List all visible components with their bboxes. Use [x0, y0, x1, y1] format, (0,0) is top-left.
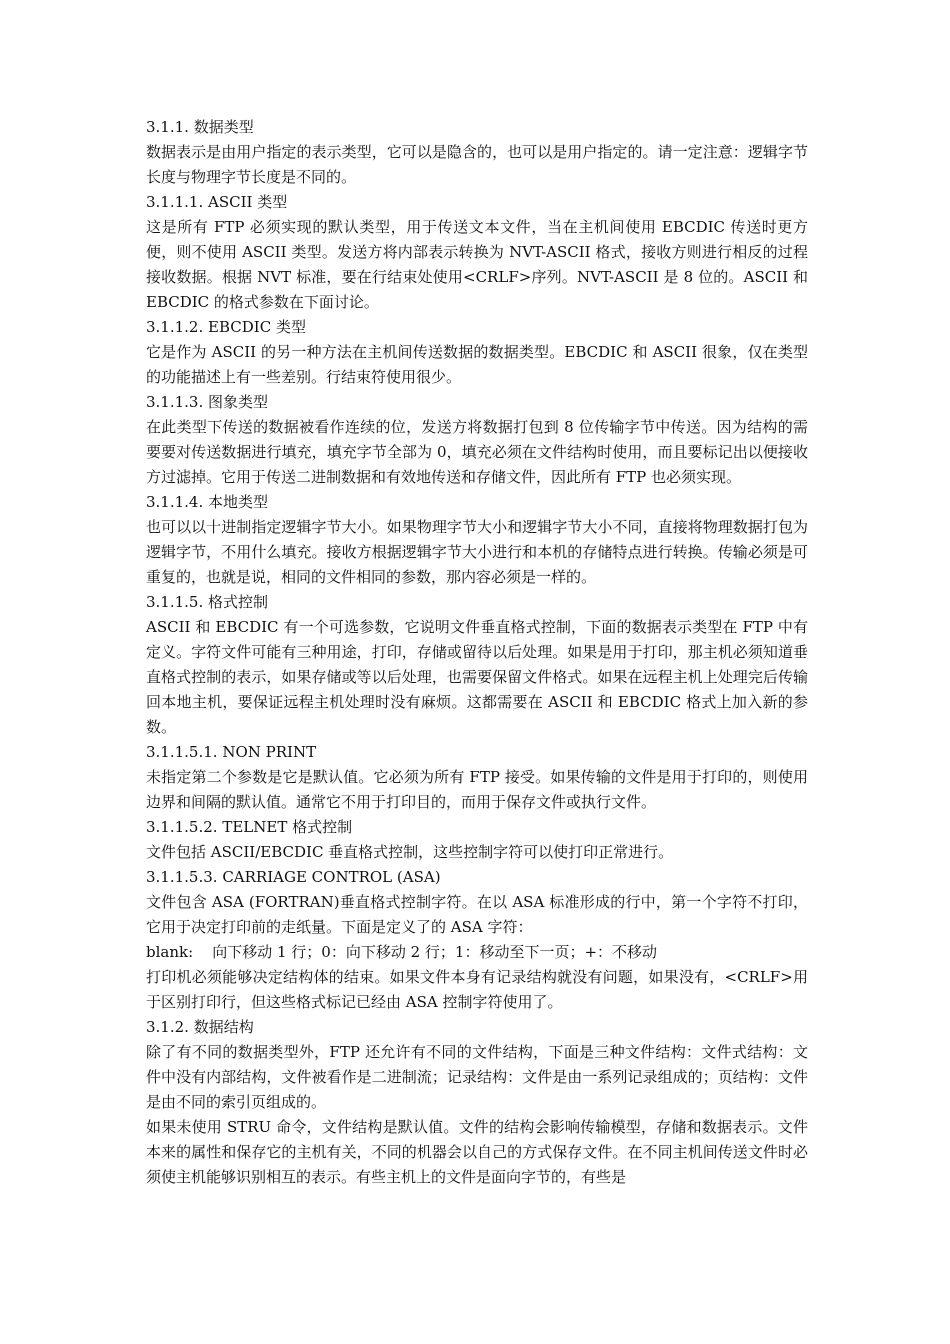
- paragraph: 打印机必须能够决定结构体的结束。如果文件本身有记录结构就没有问题，如果没有，<CRLF>用于区别打印行，但这些格式标记已经由 ASA 控制字符使用了。: [146, 968, 808, 1011]
- paragraph: 也可以以十进制指定逻辑字节大小。如果物理字节大小和逻辑字节大小不同，直接将物理数据打包为逻辑字节，不用什么填充。接收方根据逻辑字节大小进行和本机的存储特点进行转换。传输必须是可重复的，也就是说，相同的文件相同的参数，那内容必须是一样的。: [146, 518, 808, 586]
- paragraph: 在此类型下传送的数据被看作连续的位，发送方将数据打包到 8 位传输字节中传送。因为结构的需要要对传送数据进行填充，填充字节全部为 0，填充必须在文件结构时使用，而且要标记出以便接收方过滤掉。它用于传送二进制数据和有效地传送和存储文件，因此所有 FTP 也必须实现。: [146, 418, 808, 486]
- section-heading: 3.1.1.5.1. NON PRINT: [146, 743, 317, 761]
- section-heading: 3.1.1. 数据类型: [146, 118, 254, 136]
- section-heading: 3.1.1.5.3. CARRIAGE CONTROL (ASA): [146, 868, 441, 886]
- section-heading: 3.1.2. 数据结构: [146, 1018, 254, 1036]
- paragraph: 文件包含 ASA (FORTRAN)垂直格式控制字符。在以 ASA 标准形成的行中，第一个字符不打印，它用于决定打印前的走纸量。下面是定义了的 ASA 字符：: [146, 893, 808, 936]
- paragraph: 这是所有 FTP 必须实现的默认类型，用于传送文本文件，当在主机间使用 EBCDIC 传送时更方便，则不使用 ASCII 类型。发送方将内部表示转换为 NVT-ASCII 格式，接收方则进行相反的过程接收数据。根据 NVT 标准，要在行结束处使用<CRLF>序列。NVT-ASCII 是 8 位的。ASCII 和 EBCDIC 的格式参数在下面讨论。: [146, 218, 808, 311]
- paragraph: ASCII 和 EBCDIC 有一个可选参数，它说明文件垂直格式控制，下面的数据表示类型在 FTP 中有定义。字符文件可能有三种用途，打印，存储或留待以后处理。如果是用于打印，那主机必须知道垂直格式控制的表示，如果存储或等以后处理，也需要保留文件格式。如果在远程主机上处理完后传输回本地主机，要保证远程主机处理时没有麻烦。这都需要在 ASCII 和 EBCDIC 格式上加入新的参数。: [146, 618, 808, 736]
- section-heading: 3.1.1.2. EBCDIC 类型: [146, 318, 306, 336]
- paragraph: 除了有不同的数据类型外，FTP 还允许有不同的文件结构，下面是三种文件结构：文件式结构：文件中没有内部结构，文件被看作是二进制流；记录结构：文件是由一系列记录组成的；页结构：文件是由不同的索引页组成的。: [146, 1043, 808, 1111]
- paragraph: 未指定第二个参数是它是默认值。它必须为所有 FTP 接受。如果传输的文件是用于打印的，则使用边界和间隔的默认值。通常它不用于打印目的，而用于保存文件或执行文件。: [146, 768, 808, 811]
- section-heading: 3.1.1.1. ASCII 类型: [146, 193, 288, 211]
- asa-char-list: blank: 向下移动 1 行；0：向下移动 2 行；1：移动至下一页；+：不移动: [146, 943, 658, 961]
- paragraph: 如果未使用 STRU 命令，文件结构是默认值。文件的结构会影响传输模型，存储和数据表示。文件本来的属性和保存它的主机有关，不同的机器会以自己的方式保存文件。在不同主机间传送文件时必须使主机能够识别相互的表示。有些主机上的文件是面向字节的，有些是: [146, 1118, 808, 1186]
- paragraph: 文件包括 ASCII/EBCDIC 垂直格式控制，这些控制字符可以使打印正常进行。: [146, 843, 674, 861]
- document-page: [146, 115, 808, 1190]
- section-heading: 3.1.1.4. 本地类型: [146, 493, 269, 511]
- section-heading: 3.1.1.3. 图象类型: [146, 393, 269, 411]
- paragraph: 它是作为 ASCII 的另一种方法在主机间传送数据的数据类型。EBCDIC 和 ASCII 很象，仅在类型的功能描述上有一些差别。行结束符使用很少。: [146, 343, 808, 386]
- section-heading: 3.1.1.5. 格式控制: [146, 593, 269, 611]
- section-heading: 3.1.1.5.2. TELNET 格式控制: [146, 818, 353, 836]
- paragraph: 数据表示是由用户指定的表示类型，它可以是隐含的，也可以是用户指定的。请一定注意：逻辑字节长度与物理字节长度是不同的。: [146, 143, 808, 186]
